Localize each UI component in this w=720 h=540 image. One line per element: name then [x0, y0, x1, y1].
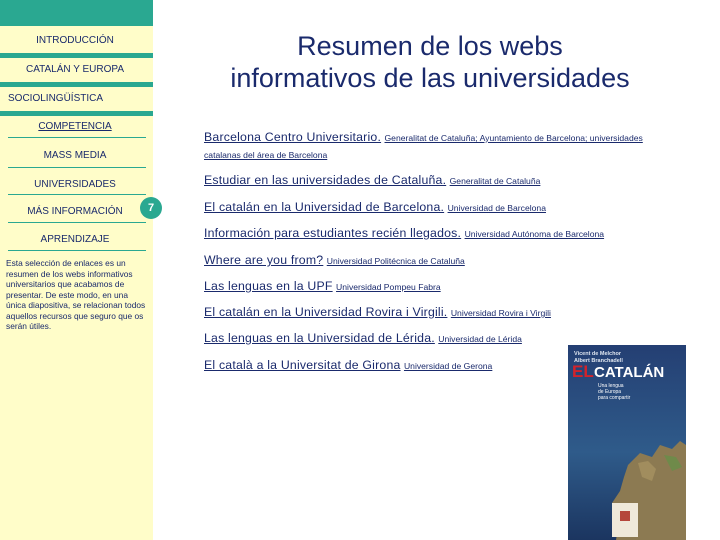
- book-subtitle-2: de Europa: [598, 389, 622, 395]
- link-item[interactable]: Where are you from? Universidad Politécnica de Cataluña: [204, 253, 465, 267]
- nav-introduccion[interactable]: INTRODUCCIÓN: [36, 35, 114, 46]
- sidebar-strip-divider: [0, 111, 153, 116]
- nav-competencia[interactable]: COMPETENCIA: [38, 121, 112, 132]
- nav-universidades[interactable]: UNIVERSIDADES: [34, 179, 116, 190]
- sidebar: [0, 0, 153, 540]
- sidebar-divider: [8, 137, 146, 138]
- link-item[interactable]: El catalán en la Universidad de Barcelona. Universidad de Barcelona: [204, 200, 546, 214]
- sidebar-strip-divider: [0, 53, 153, 58]
- sidebar-strip-divider: [0, 82, 153, 87]
- sidebar-divider: [8, 250, 146, 251]
- sidebar-top-strip: [0, 0, 153, 26]
- link-item[interactable]: El català a la Universitat de Girona Universidad de Gerona: [204, 358, 493, 372]
- nav-aprendizaje[interactable]: APRENDIZAJE: [40, 234, 110, 245]
- link-item[interactable]: El catalán en la Universidad Rovira i Virgili. Universidad Rovira i Virgili: [204, 305, 551, 319]
- link-item[interactable]: Información para estudiantes recién llegados. Universidad Autónoma de Barcelona: [204, 226, 605, 240]
- book-author-2: Albert Branchadell: [574, 358, 623, 364]
- page-title: Resumen de los webs informativos de las universidades: [230, 31, 630, 93]
- sidebar-divider: [8, 194, 146, 195]
- nav-mass-media[interactable]: MASS MEDIA: [43, 150, 107, 161]
- nav-catalan-europa[interactable]: CATALÁN Y EUROPA: [26, 64, 124, 75]
- link-item[interactable]: Barcelona Centro Universitario. Generalitat de Cataluña; Ayuntamiento de Barcelona; universidades: [204, 130, 643, 144]
- link-source-continued: catalanas del área de Barcelona: [204, 150, 328, 160]
- publisher-logo-mark: [620, 511, 630, 521]
- book-title: CATALÁN: [594, 364, 665, 381]
- book-title-prefix: EL: [572, 362, 594, 381]
- nav-sociolinguistica[interactable]: SOCIOLINGÜÍSTICA: [8, 93, 104, 104]
- sidebar-divider: [8, 167, 146, 168]
- book-subtitle-3: para compartir: [598, 395, 631, 401]
- link-item[interactable]: Estudiar en las universidades de Cataluña. Generalitat de Cataluña: [204, 173, 541, 187]
- link-item[interactable]: Las lenguas en la Universidad de Lérida. Universidad de Lérida: [204, 331, 522, 345]
- sidebar-note: Esta selección de enlaces es un resumen de los webs informativos universitarios que acabamos de presentar. De este modo, en una única diapositiva, se relacionan todos aquellos recursos que seguro que os serán útiles.: [6, 258, 146, 331]
- page-number-badge: 7: [140, 197, 162, 219]
- book-subtitle-1: Una lengua: [598, 383, 624, 389]
- link-item[interactable]: Las lenguas en la UPF Universidad Pompeu Fabra: [204, 279, 441, 293]
- nav-mas-informacion[interactable]: MÁS INFORMACIÓN: [27, 206, 123, 217]
- book-cover-image: [568, 345, 686, 540]
- sidebar-divider: [8, 222, 146, 223]
- book-cover-art: [568, 345, 686, 540]
- book-author-1: Vicent de Melchor: [574, 351, 621, 357]
